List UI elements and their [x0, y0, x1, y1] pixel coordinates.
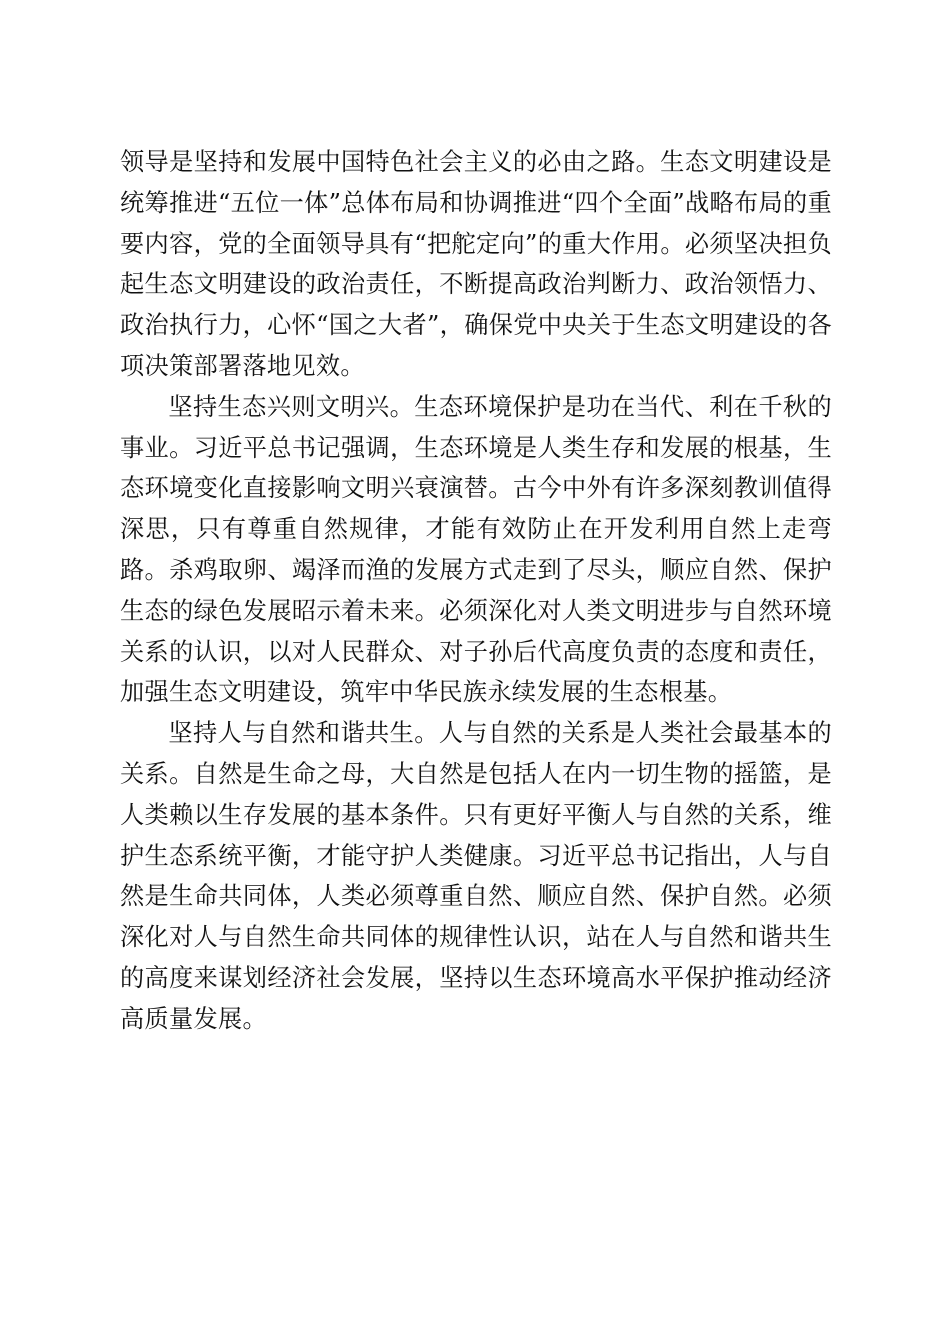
paragraph-harmony-nature: 坚持人与自然和谐共生。人与自然的关系是人类社会最基本的关系。自然是生命之母，大自然是包括人在内一切生物的摇篮，是人类赖以生存发展的基本条件。只有更好平衡人与自然的关系，维护生态系统平衡，才能守护人类健康。习近平总书记指出，人与自然是生命共同体，人类必须尊重自然、顺应自然、保护自然。必须深化对人与自然生命共同体的规律性认识，站在人与自然和谐共生的高度来谋划经济社会发展，坚持以生态环境高水平保护推动经济高质量发展。 — [120, 719, 832, 1033]
paragraph-continued-leadership: 领导是坚持和发展中国特色社会主义的必由之路。生态文明建设是统筹推进“五位一体”总体布局和协调推进“四个全面”战略布局的重要内容，党的全面领导具有“把舵定向”的重大作用。必须坚决担负起生态文明建设的政治责任，不断提高政治判断力、政治领悟力、政治执行力，心怀“国之大者”，确保党中央关于生态文明建设的各项决策部署落地见效。 — [120, 148, 832, 380]
paragraph-ecology-civilization: 坚持生态兴则文明兴。生态环境保护是功在当代、利在千秋的事业。习近平总书记强调，生态环境是人类生存和发展的根基，生态环境变化直接影响文明兴衰演替。古今中外有许多深刻教训值得深思，只有尊重自然规律，才能有效防止在开发利用自然上走弯路。杀鸡取卵、竭泽而渔的发展方式走到了尽头，顺应自然、保护生态的绿色发展昭示着未来。必须深化对人类文明进步与自然环境关系的认识，以对人民群众、对子孙后代高度负责的态度和责任，加强生态文明建设，筑牢中华民族永续发展的生态根基。 — [120, 392, 832, 707]
document-body — [120, 142, 832, 1040]
